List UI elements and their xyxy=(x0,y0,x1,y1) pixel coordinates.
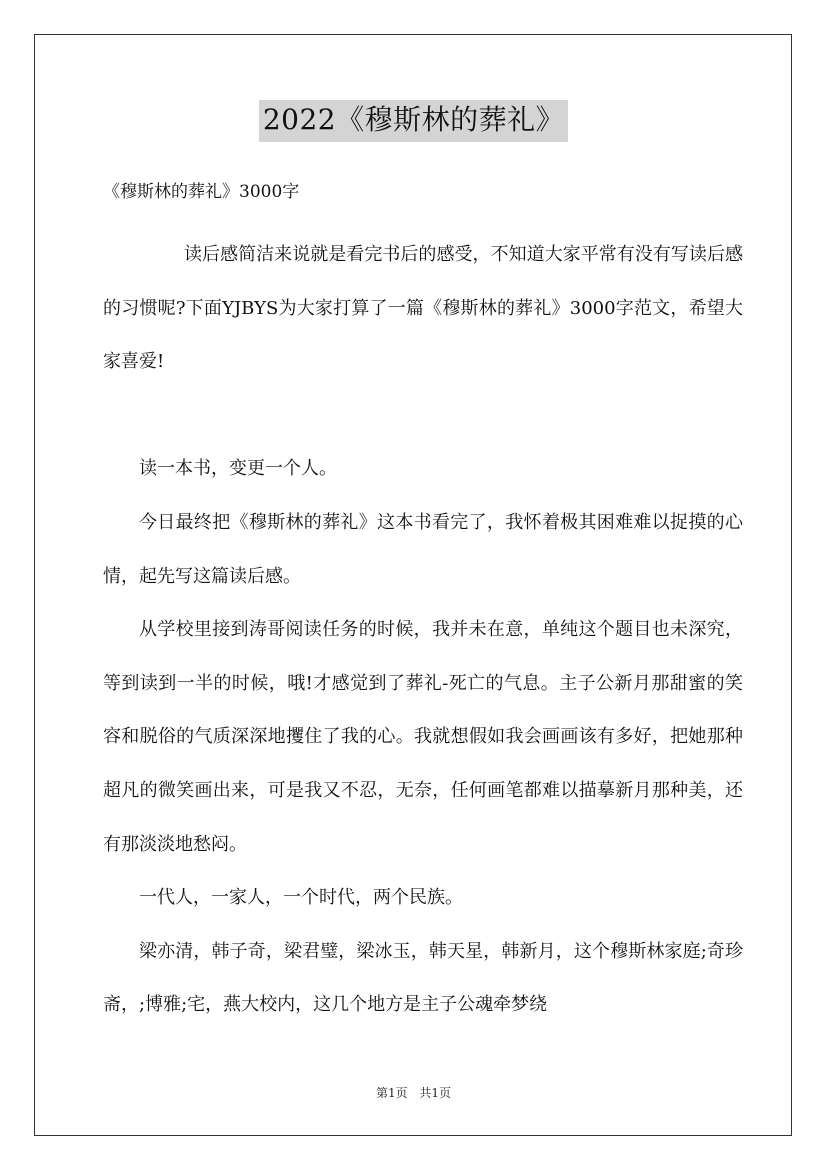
paragraph: 一代人，一家人，一个时代，两个民族。 xyxy=(139,887,463,909)
paragraph: 读一本书，变更一个人。 xyxy=(139,458,337,480)
paragraph-intro: 读后感简洁来说就是看完书后的感受，不知道大家平常有没有写读后感的习惯呢?下面YJBYS为大家打算了一篇《穆斯林的葬礼》3000字范文，希望大家喜爱! xyxy=(103,244,743,373)
page-number-current: 第1页 xyxy=(375,1086,408,1100)
paragraph: 梁亦清，韩子奇，梁君璧，梁冰玉，韩天星，韩新月，这个穆斯林家庭;奇珍斋，;博雅;宅，燕大校内，这几个地方是主子公魂牵梦绕 xyxy=(103,940,743,1016)
document-subtitle: 《穆斯林的葬礼》3000字 xyxy=(103,182,300,202)
paragraph: 今日最终把《穆斯林的葬礼》这本书看完了，我怀着极其困难难以捉摸的心情，起先写这篇读后感。 xyxy=(103,511,743,587)
page-number-total: 共1页 xyxy=(419,1086,452,1100)
paragraph: 从学校里接到涛哥阅读任务的时候，我并未在意，单纯这个题目也未深究，等到读到一半的时候，哦!才感觉到了葬礼-死亡的气息。主子公新月那甜蜜的笑容和脱俗的气质深深地攫住了我的心。我就想假如我会画画该有多好，把她那种超凡的微笑画出来，可是我又不忍，无奈，任何画笔都难以描摹新月那种美，还有那淡淡地愁闷。 xyxy=(103,619,743,855)
document-body xyxy=(103,228,743,1032)
title-container xyxy=(0,100,827,142)
page-footer xyxy=(0,1085,827,1101)
document-title: 2022《穆斯林的葬礼》 xyxy=(259,100,568,142)
